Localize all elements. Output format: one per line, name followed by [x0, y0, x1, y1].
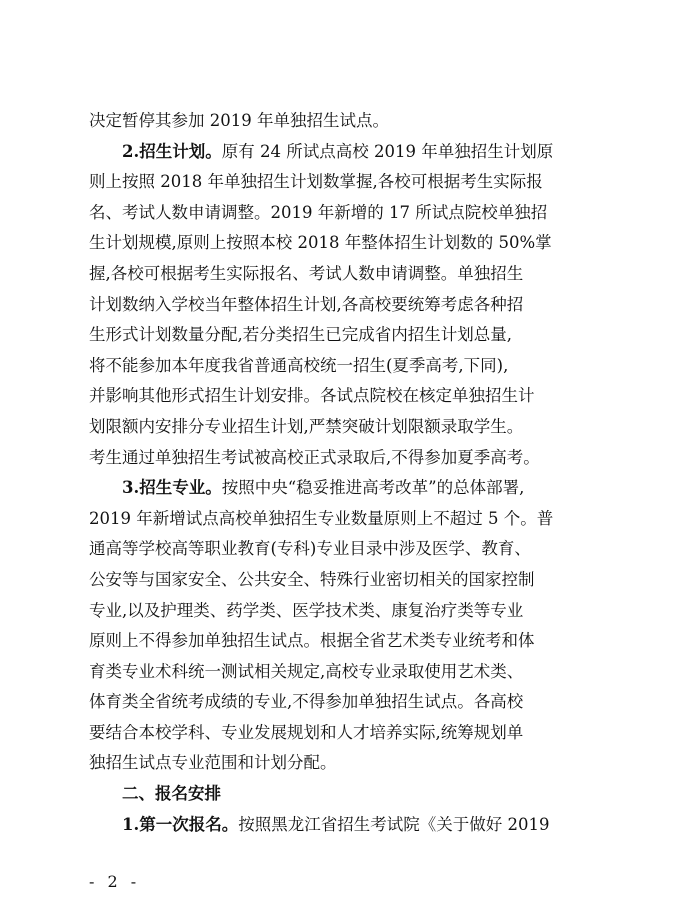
text-line: 生计划规模,原则上按照本校 2018 年整体招生计划数的 50%掌: [89, 233, 552, 253]
item-heading-register: 1.第一次报名。: [122, 814, 239, 834]
text-line: 将不能参加本年度我省普通高校统一招生(夏季高考,下同),: [89, 355, 509, 375]
text-line: 要结合本校学科、专业发展规划和人才培养实际,统筹规划单: [89, 722, 524, 742]
text-line: 并影响其他形式招生计划安排。各试点院校在核定单独招生计: [89, 386, 535, 406]
paragraph-major-first-line: [89, 473, 589, 504]
paragraph-text: 原有 24 所试点高校 2019 年单独招生计划原: [221, 141, 554, 161]
paragraph-plan-first-line: [89, 137, 589, 168]
text-line: 育类专业术科统一测试相关规定,高校专业录取使用艺术类、: [89, 661, 524, 681]
text-line: 公安等与国家安全、公共安全、特殊行业密切相关的国家控制: [89, 569, 535, 589]
text-line: 握,各校可根据考生实际报名、考试人数申请调整。单独招生: [89, 263, 524, 283]
paragraph-text: 按照中央“稳妥推进高考改革”的总体部署,: [221, 478, 525, 498]
section-heading: 二、报名安排: [122, 784, 221, 804]
document-body: [89, 106, 589, 840]
paragraph-text: 按照黑龙江省招生考试院《关于做好 2019: [238, 814, 550, 834]
text-line: 划限额内安排分专业招生计划,严禁突破计划限额录取学生。: [89, 416, 524, 436]
text-line: 生形式计划数量分配,若分类招生已完成省内招生计划总量,: [89, 325, 512, 345]
item-heading-plan: 2.招生计划。: [122, 141, 222, 161]
text-line: 2019 年新增试点高校单独招生专业数量原则上不超过 5 个。普: [89, 508, 554, 528]
text-line: 决定暂停其参加 2019 年单独招生试点。: [89, 111, 389, 130]
text-line: 独招生试点专业范围和计划分配。: [89, 753, 337, 773]
paragraph-register-first-line: [89, 810, 589, 841]
text-line: 通高等学校高等职业教育(专科)专业目录中涉及医学、教育、: [89, 539, 531, 559]
text-line: 则上按照 2018 年单独招生计划数掌握,各校可根据考生实际报: [89, 172, 543, 192]
text-line: 考生通过单独招生考试被高校正式录取后,不得参加夏季高考。: [89, 447, 540, 467]
text-line: 计划数纳入学校当年整体招生计划,各高校要统筹考虑各种招: [89, 294, 524, 314]
text-line: 原则上不得参加单独招生试点。根据全省艺术类专业统考和体: [89, 631, 535, 651]
text-line: 专业,以及护理类、药学类、医学技术类、康复治疗类等专业: [89, 600, 524, 620]
item-heading-major: 3.招生专业。: [122, 478, 222, 498]
text-line: 体育类全省统考成绩的专业,不得参加单独招生试点。各高校: [89, 692, 524, 712]
page-number: - 2 -: [89, 872, 141, 891]
text-line: 名、考试人数申请调整。2019 年新增的 17 所试点院校单独招: [89, 202, 548, 222]
